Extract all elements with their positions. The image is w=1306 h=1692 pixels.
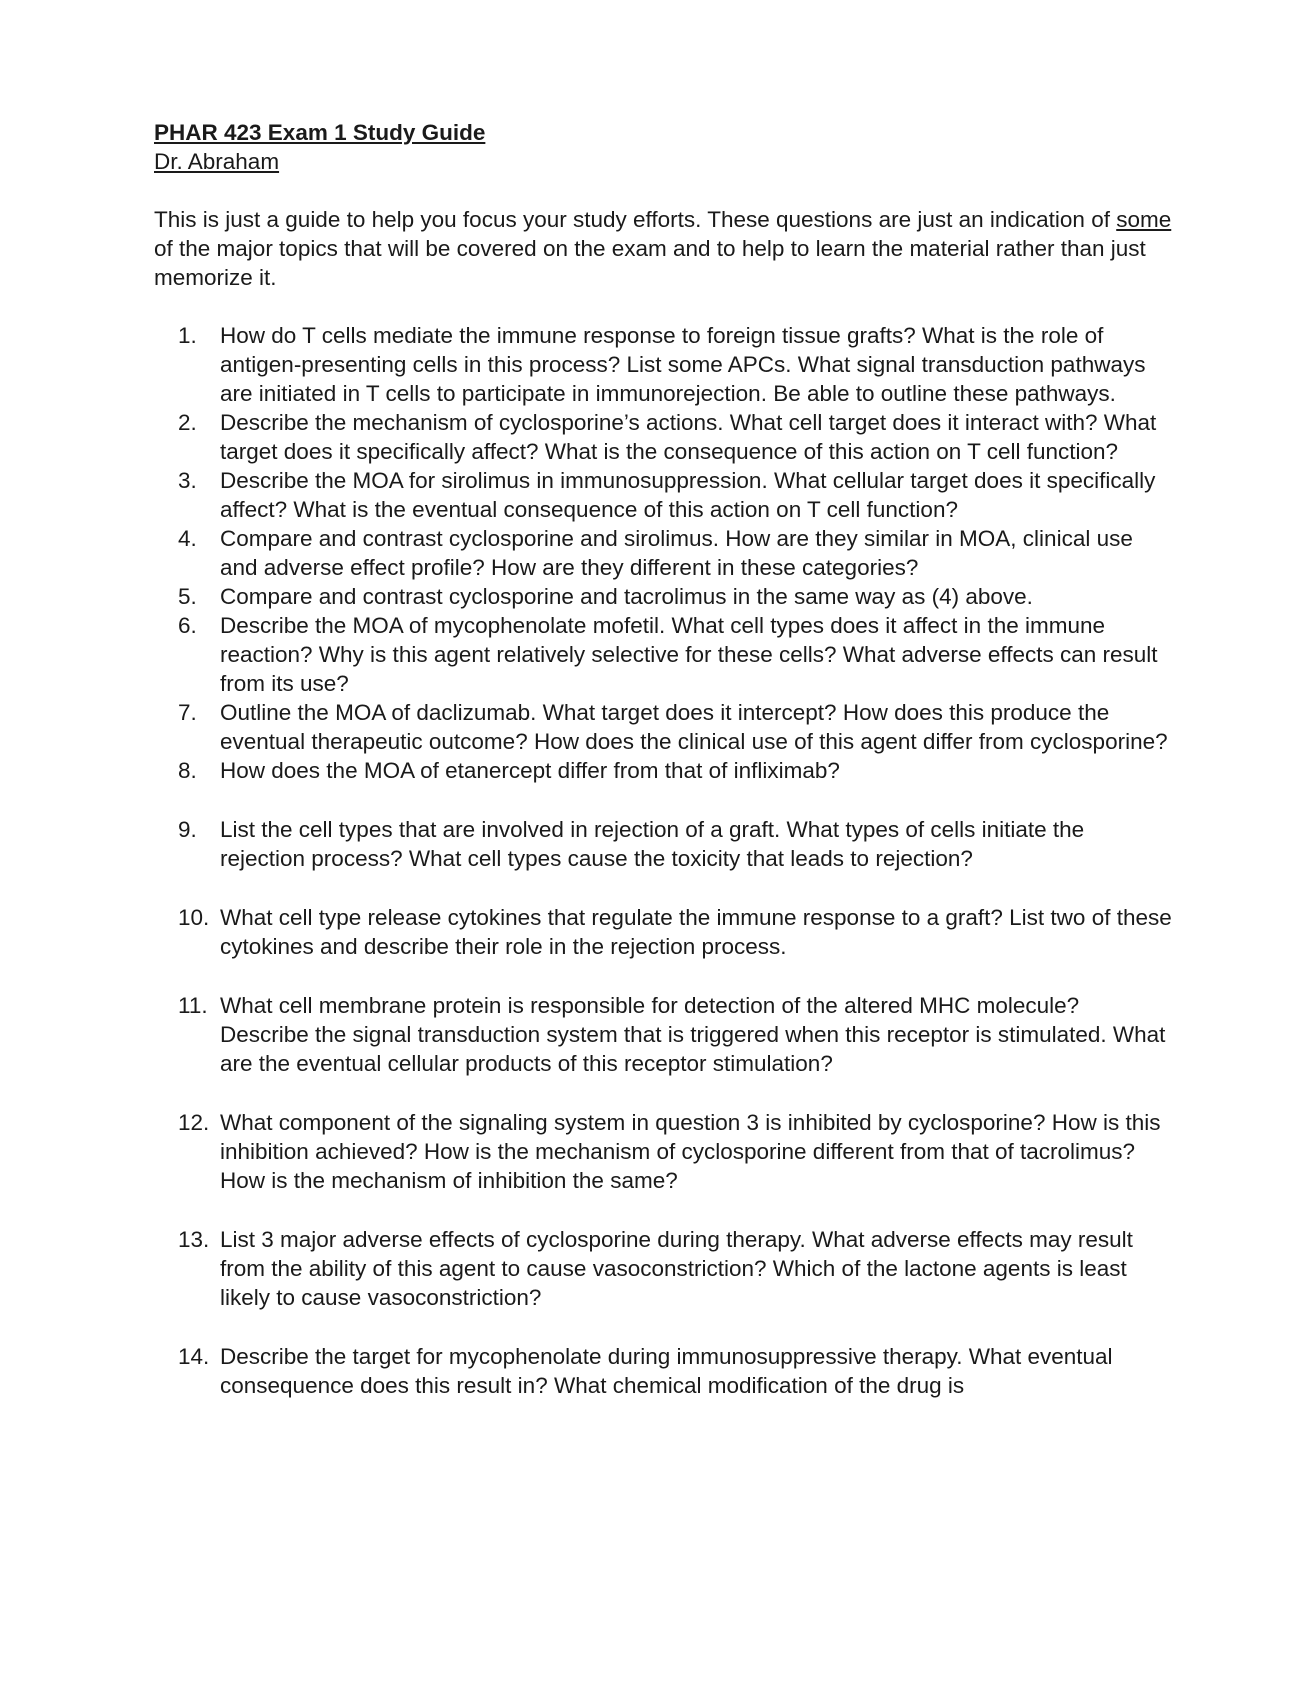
intro-text-after: of the major topics that will be covered on the exam and to help to learn the material rather than just memorize it. (154, 236, 1146, 290)
question-text: Outline the MOA of daclizumab. What target does it intercept? How does this produce the eventual therapeutic outcome? How does the clinical use of this agent differ from cyclosporine? (220, 700, 1168, 754)
question-text: How does the MOA of etanercept differ from that of infliximab? (220, 758, 840, 783)
question-text: How do T cells mediate the immune response to foreign tissue grafts? What is the role of antigen-presenting cells in this process? List some APCs. What signal transduction pathways are initiated in T cells to participate in immunorejection. Be able to outline these pathways. (220, 323, 1146, 406)
question-item (154, 524, 1174, 582)
question-item (154, 582, 1174, 611)
question-text: Compare and contrast cyclosporine and tacrolimus in the same way as (4) above. (220, 584, 1033, 609)
document-page (154, 118, 1174, 1400)
intro-text-before: This is just a guide to help you focus your study efforts. These questions are just an indication of (154, 207, 1117, 232)
question-item (154, 903, 1174, 961)
question-item (154, 815, 1174, 873)
question-item (154, 991, 1174, 1078)
question-number: 6. (178, 613, 197, 638)
question-number: 2. (178, 410, 197, 435)
question-text: What component of the signaling system in question 3 is inhibited by cyclosporine? How is this inhibition achieved? How is the mechanism of cyclosporine different from that of tacrolimus? How is the mechanism of inhibition the same? (220, 1110, 1161, 1193)
question-item (154, 466, 1174, 524)
question-item (154, 756, 1174, 785)
question-number: 3. (178, 468, 197, 493)
question-text: Describe the MOA of mycophenolate mofetil. What cell types does it affect in the immune reaction? Why is this agent relatively selective for these cells? What adverse effects can result from its use? (220, 613, 1158, 696)
question-item (154, 698, 1174, 756)
question-item (154, 1225, 1174, 1312)
question-item (154, 321, 1174, 408)
question-text: List the cell types that are involved in rejection of a graft. What types of cells initiate the rejection process? What cell types cause the toxicity that leads to rejection? (220, 817, 1085, 871)
question-number: 7. (178, 700, 197, 725)
question-text: What cell membrane protein is responsible for detection of the altered MHC molecule? Describe the signal transduction system that is triggered when this receptor is stimulated. What are the eventual cellular products of this receptor stimulation? (220, 993, 1166, 1076)
question-list (154, 321, 1174, 1400)
question-number: 8. (178, 758, 197, 783)
question-number: 4. (178, 526, 197, 551)
question-number: 14. (178, 1344, 210, 1369)
question-number: 12. (178, 1110, 210, 1135)
question-text: Describe the MOA for sirolimus in immunosuppression. What cellular target does it specifically affect? What is the eventual consequence of this action on T cell function? (220, 468, 1156, 522)
question-number: 13. (178, 1227, 210, 1252)
question-item (154, 611, 1174, 698)
document-title: PHAR 423 Exam 1 Study Guide (154, 120, 486, 145)
question-number: 9. (178, 817, 197, 842)
question-number: 11. (178, 993, 208, 1018)
question-text: Compare and contrast cyclosporine and sirolimus. How are they similar in MOA, clinical use and adverse effect profile? How are they different in these categories? (220, 526, 1133, 580)
question-item (154, 408, 1174, 466)
question-number: 5. (178, 584, 197, 609)
question-number: 1. (178, 323, 197, 348)
question-text: Describe the target for mycophenolate during immunosuppressive therapy. What eventual consequence does this result in? What chemical modification of the drug is (220, 1344, 1113, 1398)
document-author: Dr. Abraham (154, 149, 280, 174)
question-text: Describe the mechanism of cyclosporine’s actions. What cell target does it interact with? What target does it specifically affect? What is the consequence of this action on T cell function? (220, 410, 1157, 464)
question-item (154, 1342, 1174, 1400)
intro-paragraph (154, 205, 1174, 292)
intro-emphasis: some (1116, 207, 1172, 232)
question-number: 10. (178, 905, 210, 930)
question-item (154, 1108, 1174, 1195)
question-text: List 3 major adverse effects of cyclosporine during therapy. What adverse effects may result from the ability of this agent to cause vasoconstriction? Which of the lactone agents is least likely to cause vasoconstriction? (220, 1227, 1133, 1310)
question-text: What cell type release cytokines that regulate the immune response to a graft? List two of these cytokines and describe their role in the rejection process. (220, 905, 1172, 959)
